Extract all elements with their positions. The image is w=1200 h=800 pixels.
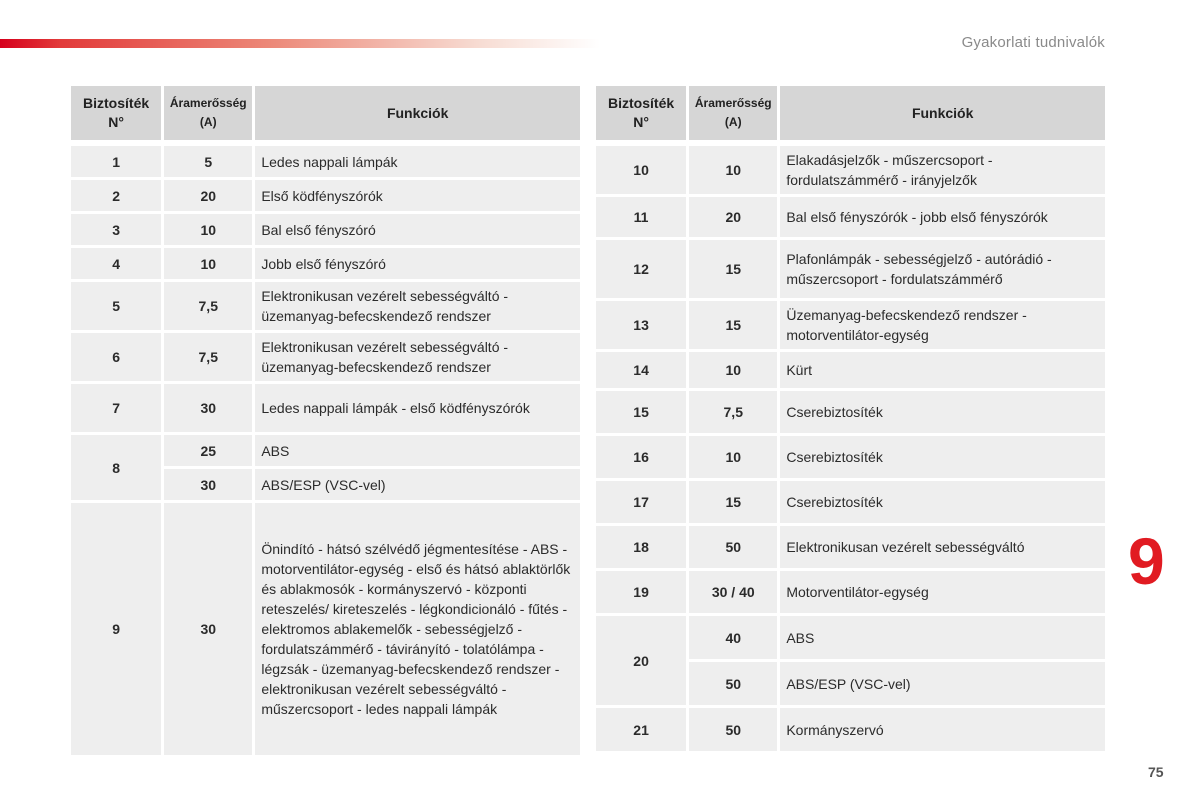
fuse-number: 21 [596, 708, 686, 751]
table-row [596, 616, 1105, 659]
fuse-function: Kürt [780, 352, 1105, 388]
fuse-amperage: 50 [689, 662, 777, 705]
fuse-number: 18 [596, 526, 686, 568]
fuse-function: ABS/ESP (VSC-vel) [780, 662, 1105, 705]
fuse-amperage: 30 [164, 503, 252, 755]
table-row [596, 240, 1105, 298]
fuse-amperage: 50 [689, 526, 777, 568]
fuse-amperage: 10 [689, 352, 777, 388]
fuse-number: 12 [596, 240, 686, 298]
table-row [596, 301, 1105, 349]
table-header-row [71, 86, 580, 140]
fuse-amperage: 10 [164, 214, 252, 245]
chapter-number: 9 [1128, 524, 1165, 598]
table-row [596, 197, 1105, 237]
table-row [71, 214, 580, 245]
fuse-number: 20 [596, 616, 686, 705]
fuse-function: Cserebiztosíték [780, 391, 1105, 433]
column-header-fuse-no: Biztosíték N° [71, 86, 161, 140]
column-header-functions: Funkciók [255, 86, 580, 140]
fuse-amperage: 7,5 [164, 333, 252, 381]
right-fuse-table [593, 83, 1108, 754]
fuse-function: ABS [780, 616, 1105, 659]
fuse-amperage: 40 [689, 616, 777, 659]
column-header-functions: Funkciók [780, 86, 1105, 140]
fuse-amperage: 25 [164, 435, 252, 466]
fuse-function: Cserebiztosíték [780, 436, 1105, 478]
fuse-function: Bal első fényszóró [255, 214, 580, 245]
fuse-number: 5 [71, 282, 161, 330]
table-header-row [596, 86, 1105, 140]
fuse-function: Plafonlámpák - sebességjelző - autórádió - műszercsoport - fordulatszámmérő [780, 240, 1105, 298]
fuse-function: ABS/ESP (VSC-vel) [255, 469, 580, 500]
fuse-amperage: 30 [164, 384, 252, 432]
fuse-amperage: 30 / 40 [689, 571, 777, 613]
fuse-amperage: 5 [164, 146, 252, 177]
fuse-amperage: 7,5 [164, 282, 252, 330]
table-row [71, 333, 580, 381]
table-row [71, 282, 580, 330]
fuse-amperage: 10 [164, 248, 252, 279]
table-row [596, 352, 1105, 388]
fuse-amperage: 50 [689, 708, 777, 751]
table-row [596, 436, 1105, 478]
fuse-function: Elektronikusan vezérelt sebességváltó - üzemanyag-befecskendező rendszer [255, 333, 580, 381]
fuse-function: Elektronikusan vezérelt sebességváltó [780, 526, 1105, 568]
fuse-number: 17 [596, 481, 686, 523]
fuse-function: Üzemanyag-befecskendező rendszer - motorventilátor-egység [780, 301, 1105, 349]
table-row [71, 503, 580, 755]
fuse-number: 16 [596, 436, 686, 478]
fuse-number: 3 [71, 214, 161, 245]
fuse-number: 4 [71, 248, 161, 279]
fuse-function: Ledes nappali lámpák [255, 146, 580, 177]
fuse-number: 9 [71, 503, 161, 755]
fuse-function: Ledes nappali lámpák - első ködfényszórók [255, 384, 580, 432]
fuse-number: 10 [596, 146, 686, 194]
section-title: Gyakorlati tudnivalók [961, 34, 1105, 51]
table-row [596, 708, 1105, 751]
fuse-function: Cserebiztosíték [780, 481, 1105, 523]
fuse-number: 13 [596, 301, 686, 349]
table-row [71, 180, 580, 211]
table-row [596, 146, 1105, 194]
fuse-number: 1 [71, 146, 161, 177]
fuse-number: 8 [71, 435, 161, 500]
fuse-number: 14 [596, 352, 686, 388]
fuse-function: Önindító - hátsó szélvédő jégmentesítése - ABS - motorventilátor-egység - első és hátsó ablaktörlők és ablakmosók - kormányszervó - központi reteszelés/ kireteszelés - légkondicionáló - fűtés - elektromos ablakemelők - sebességjelző - fordulatszámmérő - távirányító - tolatólámpa - légzsák - üzemanyag-befecskendező rendszer - elektronikusan vezérelt sebességváltó - műszercsoport - ledes nappali lámpák [255, 503, 580, 755]
column-header-amperage: Áramerősség (A) [164, 86, 252, 140]
column-header-fuse-no: Biztosíték N° [596, 86, 686, 140]
table-row [71, 146, 580, 177]
fuse-number: 11 [596, 197, 686, 237]
table-row [596, 571, 1105, 613]
fuse-function: Bal első fényszórók - jobb első fényszórók [780, 197, 1105, 237]
table-row [596, 391, 1105, 433]
fuse-number: 6 [71, 333, 161, 381]
fuse-amperage: 15 [689, 481, 777, 523]
fuse-number: 19 [596, 571, 686, 613]
header-accent-bar [0, 39, 600, 48]
fuse-function: Elakadásjelzők - műszercsoport - fordulatszámmérő - irányjelzők [780, 146, 1105, 194]
left-fuse-table [68, 83, 583, 758]
fuse-function: Első ködfényszórók [255, 180, 580, 211]
fuse-function: Motorventilátor-egység [780, 571, 1105, 613]
table-row [71, 435, 580, 466]
fuse-amperage: 7,5 [689, 391, 777, 433]
fuse-number: 15 [596, 391, 686, 433]
table-row [596, 481, 1105, 523]
fuse-function: ABS [255, 435, 580, 466]
table-row [596, 526, 1105, 568]
fuse-number: 2 [71, 180, 161, 211]
fuse-amperage: 15 [689, 301, 777, 349]
fuse-function: Jobb első fényszóró [255, 248, 580, 279]
fuse-function: Elektronikusan vezérelt sebességváltó - üzemanyag-befecskendező rendszer [255, 282, 580, 330]
page-number: 75 [1148, 764, 1164, 780]
fuse-amperage: 10 [689, 146, 777, 194]
table-row [71, 248, 580, 279]
fuse-amperage: 10 [689, 436, 777, 478]
fuse-amperage: 15 [689, 240, 777, 298]
column-header-amperage: Áramerősség (A) [689, 86, 777, 140]
table-row [71, 384, 580, 432]
fuse-amperage: 20 [164, 180, 252, 211]
fuse-amperage: 30 [164, 469, 252, 500]
fuse-number: 7 [71, 384, 161, 432]
fuse-function: Kormányszervó [780, 708, 1105, 751]
fuse-amperage: 20 [689, 197, 777, 237]
